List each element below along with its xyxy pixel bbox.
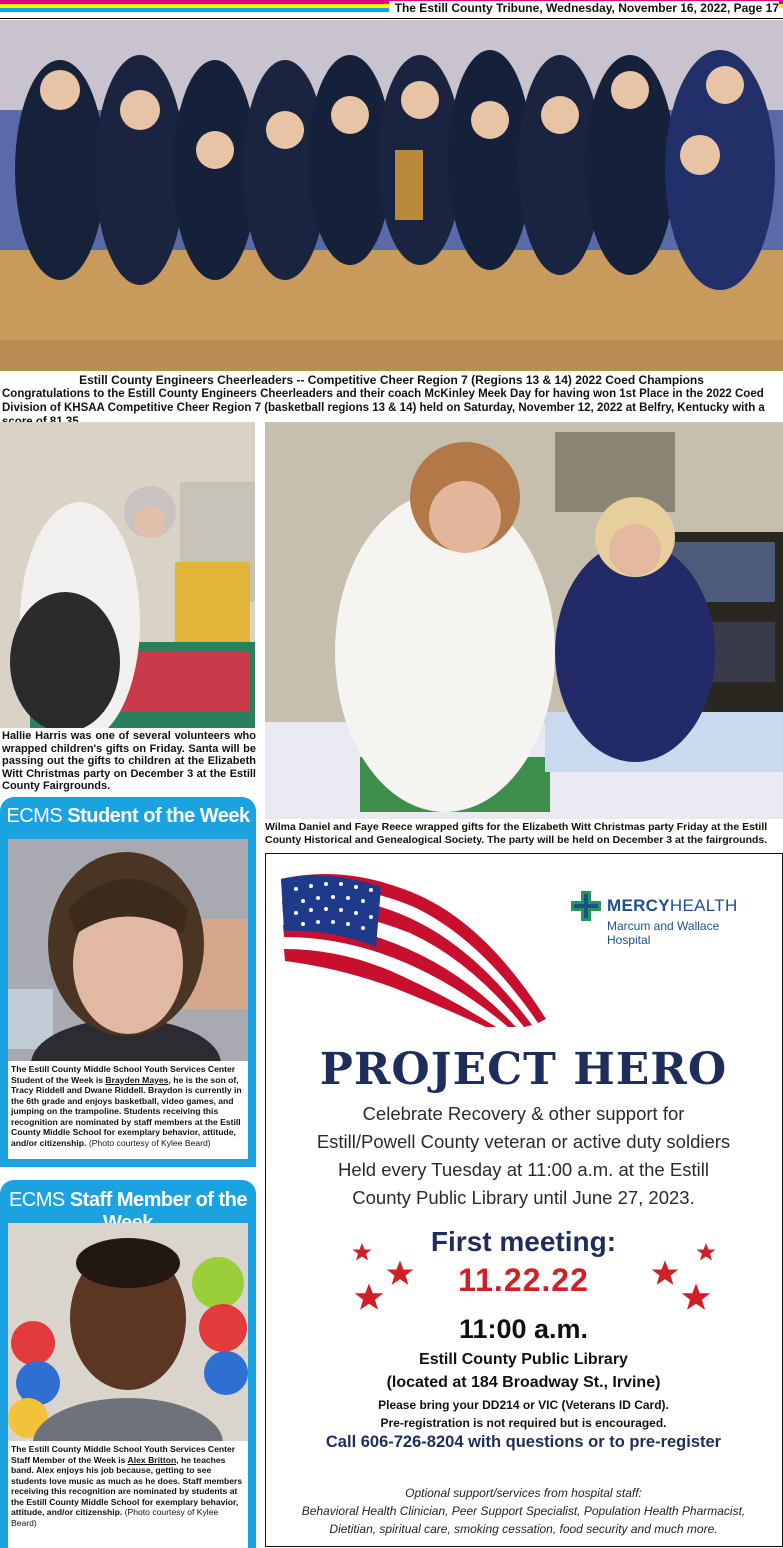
ad-line-2: Estill/Powell County veteran or active duty soldiers	[316, 1131, 731, 1152]
mercy-health-sub1: Marcum and Wallace	[607, 919, 720, 933]
header-stripe-cyan	[0, 8, 420, 12]
ad-note-1: Please bring your DD214 or VIC (Veterans ID Card).	[378, 1398, 669, 1412]
student-credit: (Photo courtesy of Kylee Beard)	[86, 1137, 211, 1148]
student-name: Brayden Mayes,	[105, 1074, 171, 1085]
ad-description	[266, 1100, 781, 1212]
ad-line-4: County Public Library until June 27, 2023.	[352, 1187, 695, 1208]
ad-optional-2: Behavioral Health Clinician, Peer Support Specialist, Population Health Pharmacist,	[301, 1504, 746, 1518]
ad-optional-1: Optional support/services from hospital staff:	[405, 1486, 642, 1500]
ad-note-2: Pre-registration is not required but is encouraged.	[380, 1416, 667, 1430]
staff-of-week-inner	[8, 1223, 248, 1548]
ad-date: 11.22.22	[458, 1262, 589, 1298]
staff-heading-ecms: ECMS	[8, 1189, 65, 1211]
student-text	[8, 1061, 248, 1150]
student-heading-ecms: ECMS	[6, 805, 63, 827]
mercy-health-sub2: Hospital	[607, 933, 651, 947]
ad-first-meeting: First meeting:	[430, 1226, 617, 1257]
ad-notes	[266, 1396, 781, 1432]
ad-location	[266, 1348, 781, 1394]
wilma-faye-photo	[265, 422, 783, 819]
student-of-week-inner	[8, 839, 248, 1159]
staff-heading-title: Staff Member of the	[69, 1189, 248, 1211]
cheerleaders-photo	[0, 20, 783, 371]
student-of-week-box	[0, 797, 256, 1167]
student-photo	[8, 839, 248, 1061]
mercy-health-cross-icon	[569, 889, 603, 923]
staff-credit: (Photo courtesy of Kylee Beard)	[11, 1507, 219, 1528]
hallie-caption: Hallie Harris was one of several volunteers who wrapped children's gifts on Friday. Santa will be passing out the gifts to children at the Elizabeth Witt Christmas party on December 3 at the Estill County Fairgrounds.	[2, 730, 256, 792]
project-hero-ad	[265, 853, 783, 1547]
staff-photo	[8, 1223, 248, 1441]
ad-optional-3: Dietitian, spiritual care, smoking cessation, food security and much more.	[329, 1522, 718, 1536]
student-heading-title: Student of the Week	[67, 805, 250, 827]
ad-location-1: Estill County Public Library	[419, 1351, 628, 1368]
ad-location-2: (located at 184 Broadway St., Irvine)	[386, 1374, 661, 1391]
student-text-b: he is the son of, Tracy Riddell and Dwane Riddell. Braydon is currently in the 6th grade and enjoys basketball, video games, and jumping on the trampoline. Students receiving this recognition are nominated by staff members at the Estill County Middle School for exemplary behavior, attitude, and/or citizenship.	[11, 1074, 242, 1148]
cheer-caption-title: Estill County Engineers Cheerleaders -- Competitive Cheer Region 7 (Regions 13 & 14) 2022 Coed Champions	[79, 373, 704, 387]
ad-optional-services	[266, 1484, 781, 1538]
ad-line-1: Celebrate Recovery & other support for	[362, 1103, 685, 1124]
ad-call: Call 606-726-8204 with questions or to pre-register	[325, 1433, 722, 1451]
staff-of-week-box	[0, 1180, 256, 1548]
mercy-health-brand-b: HEALTH	[669, 896, 738, 915]
hallie-harris-photo	[0, 422, 255, 728]
staff-text-a: The Estill County Middle School Youth Services Center Staff Member of the Week is	[11, 1444, 236, 1465]
mercy-health-logo	[569, 889, 738, 947]
running-head: The Estill County Tribune, Wednesday, November 16, 2022, Page 17	[389, 1, 779, 15]
ad-line-3: Held every Tuesday at 11:00 a.m. at the Estill	[338, 1159, 709, 1180]
staff-name: Alex Britton,	[127, 1454, 179, 1465]
staff-text	[8, 1441, 248, 1530]
header-rule	[0, 18, 783, 19]
mercy-health-brand-a: MERCY	[607, 896, 670, 915]
cheer-caption-body: Congratulations to the Estill County Engineers Cheerleaders and their coach McKinley Meek Day for having won 1st Place in the 2022 Coed Division of KHSAA Competitive Cheer Region 7 (basketball regions 13 & 14) held on Saturday, November 12, 2022 at Belfry, Kentucky with a	[2, 388, 765, 414]
ad-time: 11:00 a.m.	[458, 1314, 589, 1344]
staff-of-week-heading	[0, 1180, 256, 1220]
student-text-a: The Estill County Middle School Youth Services Center Student of the Week is	[11, 1064, 236, 1085]
ad-title: PROJECT HERO	[319, 1044, 728, 1095]
staff-text-b: he teaches band. Alex enjoys his job because, getting to see students love music as much as he does. Staff members receiving this recognition are nominated by students at the Estill County Middle School for exemplary behavior, attitude, and/or citizenship.	[11, 1454, 243, 1517]
wilma-caption: Wilma Daniel and Faye Reece wrapped gifts for the Elizabeth Witt Christmas party Friday at the Estill County Historical and Genealogical Society. The party will be held on December 3 at the fairgrounds.	[265, 821, 768, 846]
student-of-week-heading	[0, 797, 256, 835]
american-flag-image	[276, 869, 551, 1029]
